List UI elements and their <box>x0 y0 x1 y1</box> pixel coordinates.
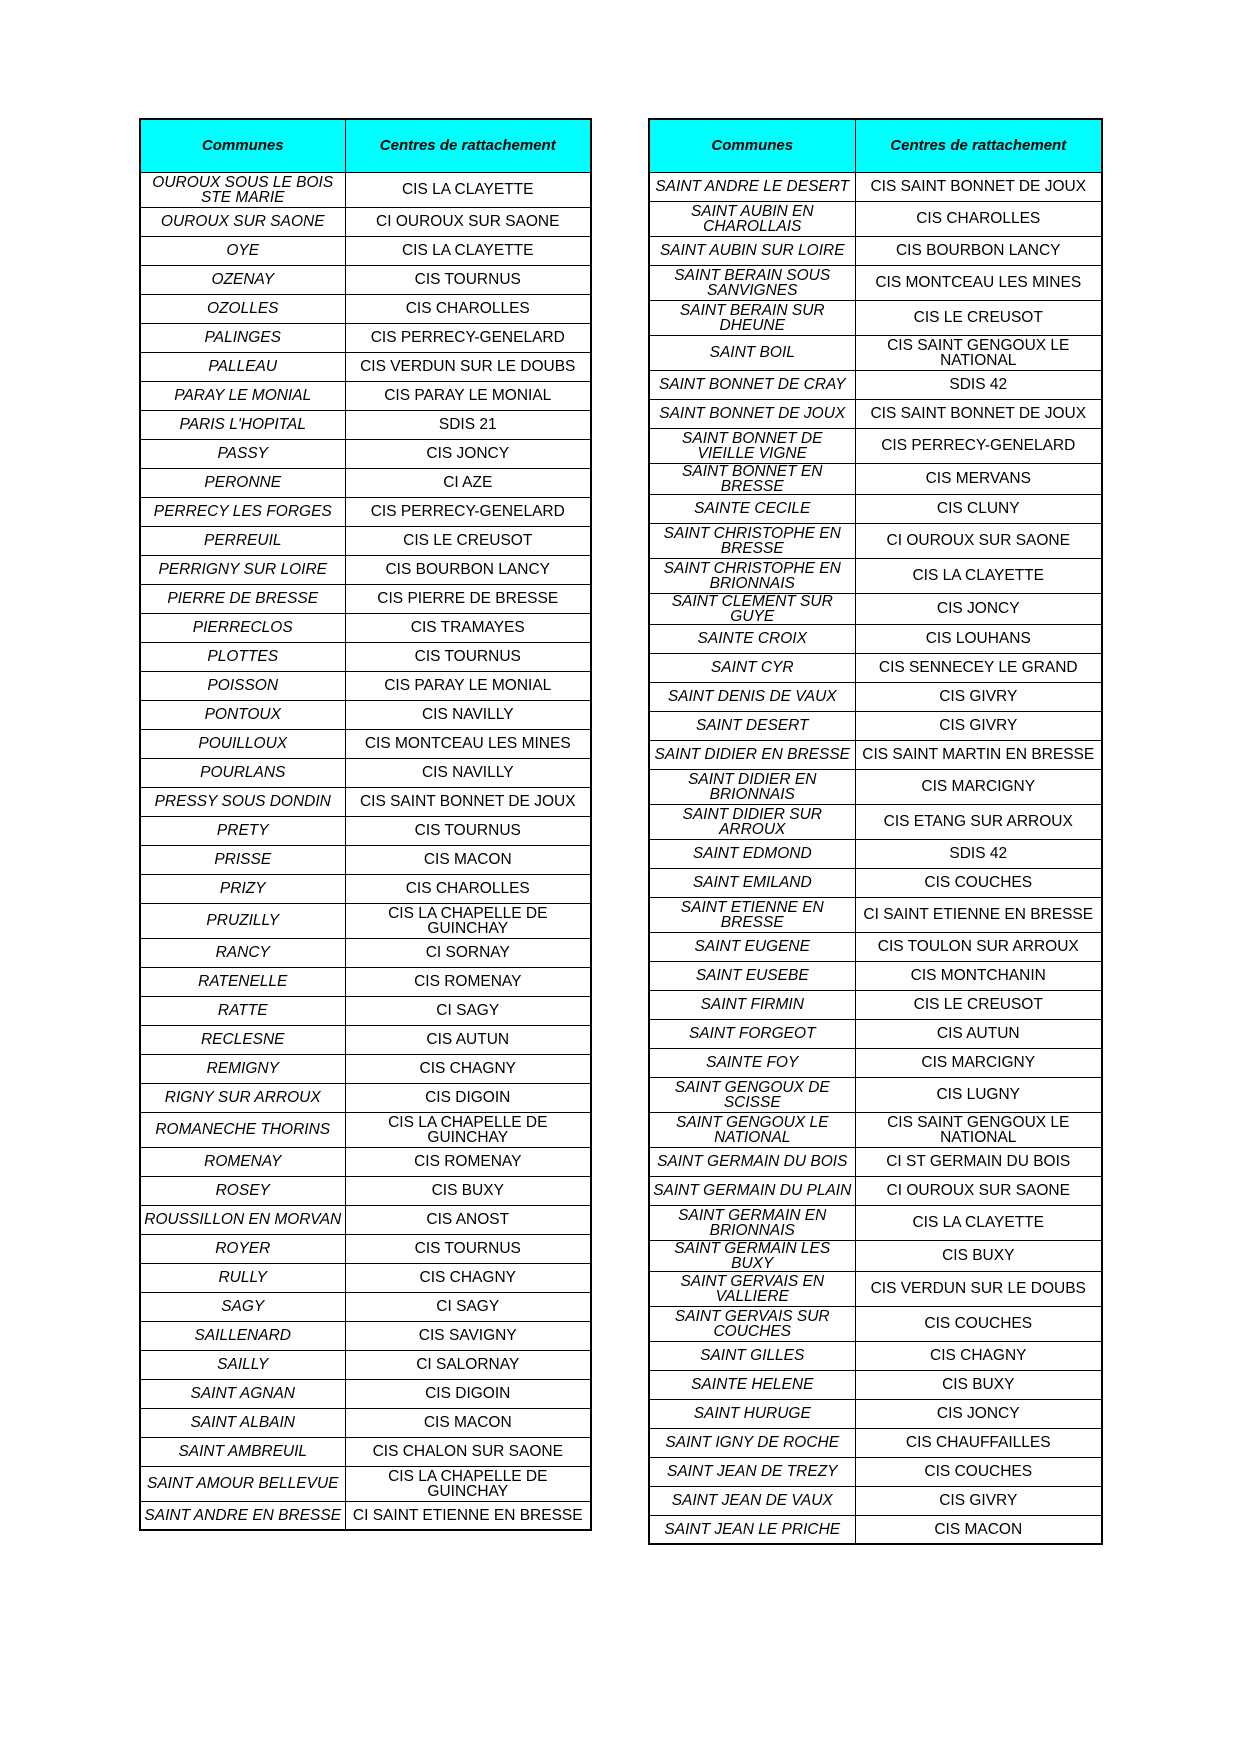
centre-cell: SDIS 21 <box>345 410 591 439</box>
commune-cell: SAINT IGNY DE ROCHE <box>649 1428 855 1457</box>
table-row <box>140 352 591 381</box>
table-row <box>140 439 591 468</box>
centre-cell: CIS TOURNUS <box>345 642 591 671</box>
centre-cell: CIS SAINT BONNET DE JOUX <box>855 399 1102 428</box>
table-row <box>649 711 1102 740</box>
table-row <box>649 428 1102 463</box>
centre-cell: CIS MARCIGNY <box>855 769 1102 804</box>
centre-cell: CIS CHAGNY <box>855 1341 1102 1370</box>
table-row <box>649 494 1102 523</box>
table-row <box>649 769 1102 804</box>
right-table-body <box>649 172 1102 1544</box>
table-row <box>649 463 1102 494</box>
centre-cell: CI ST GERMAIN DU BOIS <box>855 1147 1102 1176</box>
commune-cell: RATENELLE <box>140 967 345 996</box>
table-row <box>140 1147 591 1176</box>
table-row <box>649 1370 1102 1399</box>
centre-cell: CIS LUGNY <box>855 1077 1102 1112</box>
commune-cell: SAINT FIRMIN <box>649 990 855 1019</box>
table-row <box>649 682 1102 711</box>
centre-cell: CIS SAINT MARTIN EN BRESSE <box>855 740 1102 769</box>
table-row <box>140 526 591 555</box>
table-row <box>649 1077 1102 1112</box>
centre-cell: CIS COUCHES <box>855 868 1102 897</box>
centre-cell: CI SAINT ETIENNE EN BRESSE <box>855 897 1102 932</box>
centre-cell: SDIS 42 <box>855 839 1102 868</box>
table-row <box>140 207 591 236</box>
table-row <box>649 1271 1102 1306</box>
centre-cell: CIS GIVRY <box>855 682 1102 711</box>
commune-cell: SAINT DIDIER EN BRESSE <box>649 740 855 769</box>
centre-cell: CIS CHALON SUR SAONE <box>345 1437 591 1466</box>
centre-cell: CIS CHAROLLES <box>345 874 591 903</box>
centre-cell: CIS JONCY <box>855 1399 1102 1428</box>
table-row <box>649 1019 1102 1048</box>
table-row <box>140 729 591 758</box>
centre-cell: CIS TOULON SUR ARROUX <box>855 932 1102 961</box>
commune-cell: SAINT BONNET DE CRAY <box>649 370 855 399</box>
commune-cell: SAINT GERMAIN EN BRIONNAIS <box>649 1205 855 1240</box>
centre-cell: CIS PIERRE DE BRESSE <box>345 584 591 613</box>
header-centres: Centres de rattachement <box>855 119 1102 172</box>
table-row <box>649 370 1102 399</box>
left-communes-table <box>139 118 592 1531</box>
centre-cell: CI SAGY <box>345 1292 591 1321</box>
commune-cell: PALLEAU <box>140 352 345 381</box>
centre-cell: CIS PERRECY-GENELARD <box>345 497 591 526</box>
centre-cell: CIS LA CLAYETTE <box>345 172 591 207</box>
table-row <box>649 1048 1102 1077</box>
table-row <box>649 868 1102 897</box>
table-row <box>649 172 1102 201</box>
commune-cell: SAINT HURUGE <box>649 1399 855 1428</box>
table-row <box>140 1176 591 1205</box>
commune-cell: SAINT AMBREUIL <box>140 1437 345 1466</box>
centre-cell: CIS LA CHAPELLE DE GUINCHAY <box>345 903 591 938</box>
centre-cell: CIS LE CREUSOT <box>855 300 1102 335</box>
table-row <box>140 1408 591 1437</box>
commune-cell: SAINT EUGENE <box>649 932 855 961</box>
commune-cell: SAINT DESERT <box>649 711 855 740</box>
commune-cell: PERRIGNY SUR LOIRE <box>140 555 345 584</box>
commune-cell: SAINTE CROIX <box>649 624 855 653</box>
commune-cell: ROMANECHE THORINS <box>140 1112 345 1147</box>
centre-cell: CIS MONTCEAU LES MINES <box>855 265 1102 300</box>
centre-cell: CI SAGY <box>345 996 591 1025</box>
centre-cell: CIS JONCY <box>855 593 1102 624</box>
commune-cell: RULLY <box>140 1263 345 1292</box>
table-row <box>649 1457 1102 1486</box>
table-row <box>140 758 591 787</box>
table-row <box>140 1321 591 1350</box>
centre-cell: CIS MONTCEAU LES MINES <box>345 729 591 758</box>
table-row <box>649 897 1102 932</box>
table-row <box>649 1306 1102 1341</box>
centre-cell: CIS MERVANS <box>855 463 1102 494</box>
commune-cell: SAINT DIDIER EN BRIONNAIS <box>649 769 855 804</box>
table-header-row <box>140 119 591 172</box>
centre-cell: CI OUROUX SUR SAONE <box>855 1176 1102 1205</box>
centre-cell: CIS GIVRY <box>855 711 1102 740</box>
commune-cell: SAINT GILLES <box>649 1341 855 1370</box>
commune-cell: SAGY <box>140 1292 345 1321</box>
table-row <box>649 1205 1102 1240</box>
centre-cell: CIS DIGOIN <box>345 1379 591 1408</box>
commune-cell: SAINT DENIS DE VAUX <box>649 682 855 711</box>
right-communes-table <box>648 118 1103 1545</box>
commune-cell: SAINT CYR <box>649 653 855 682</box>
commune-cell: RATTE <box>140 996 345 1025</box>
table-row <box>140 381 591 410</box>
centre-cell: CIS LE CREUSOT <box>345 526 591 555</box>
centre-cell: CIS SAVIGNY <box>345 1321 591 1350</box>
centre-cell: CI OUROUX SUR SAONE <box>345 207 591 236</box>
table-header-row <box>649 119 1102 172</box>
table-row <box>649 653 1102 682</box>
table-row <box>140 1205 591 1234</box>
commune-cell: SAINT CHRISTOPHE EN BRESSE <box>649 523 855 558</box>
commune-cell: SAINT AUBIN SUR LOIRE <box>649 236 855 265</box>
table-row <box>140 410 591 439</box>
table-row <box>649 523 1102 558</box>
commune-cell: OUROUX SUR SAONE <box>140 207 345 236</box>
centre-cell: CIS COUCHES <box>855 1457 1102 1486</box>
table-row <box>649 300 1102 335</box>
centre-cell: CIS GIVRY <box>855 1486 1102 1515</box>
commune-cell: SAINT AUBIN EN CHAROLLAIS <box>649 201 855 236</box>
commune-cell: REMIGNY <box>140 1054 345 1083</box>
commune-cell: ROSEY <box>140 1176 345 1205</box>
left-table-body <box>140 172 591 1530</box>
commune-cell: SAINT DIDIER SUR ARROUX <box>649 804 855 839</box>
commune-cell: SAILLENARD <box>140 1321 345 1350</box>
table-row <box>140 816 591 845</box>
centre-cell: CIS MACON <box>345 845 591 874</box>
commune-cell: SAINT BOIL <box>649 335 855 370</box>
centre-cell: CIS AUTUN <box>345 1025 591 1054</box>
commune-cell: PRUZILLY <box>140 903 345 938</box>
commune-cell: SAINT CLEMENT SUR GUYE <box>649 593 855 624</box>
table-row <box>140 236 591 265</box>
table-row <box>140 1263 591 1292</box>
table-row <box>140 845 591 874</box>
table-row <box>649 961 1102 990</box>
centre-cell: CIS SAINT BONNET DE JOUX <box>855 172 1102 201</box>
centre-cell: CIS BUXY <box>855 1240 1102 1271</box>
commune-cell: SAINT BONNET DE JOUX <box>649 399 855 428</box>
table-row <box>649 1240 1102 1271</box>
table-row <box>140 1112 591 1147</box>
commune-cell: POUILLOUX <box>140 729 345 758</box>
table-row <box>140 613 591 642</box>
centre-cell: CIS PERRECY-GENELARD <box>855 428 1102 463</box>
table-row <box>140 642 591 671</box>
centre-cell: CIS MARCIGNY <box>855 1048 1102 1077</box>
table-row <box>140 1501 591 1530</box>
commune-cell: SAINT JEAN DE VAUX <box>649 1486 855 1515</box>
centre-cell: CIS TOURNUS <box>345 1234 591 1263</box>
commune-cell: SAINT BERAIN SOUS SANVIGNES <box>649 265 855 300</box>
table-row <box>649 1176 1102 1205</box>
header-centres: Centres de rattachement <box>345 119 591 172</box>
commune-cell: SAINT BERAIN SUR DHEUNE <box>649 300 855 335</box>
centre-cell: CIS VERDUN SUR LE DOUBS <box>345 352 591 381</box>
table-row <box>140 323 591 352</box>
centre-cell: CIS LA CHAPELLE DE GUINCHAY <box>345 1466 591 1501</box>
commune-cell: SAINT GERVAIS EN VALLIERE <box>649 1271 855 1306</box>
table-row <box>140 1379 591 1408</box>
table-row <box>140 1054 591 1083</box>
centre-cell: CIS MACON <box>345 1408 591 1437</box>
centre-cell: CIS CHAGNY <box>345 1054 591 1083</box>
centre-cell: CIS COUCHES <box>855 1306 1102 1341</box>
header-communes: Communes <box>140 119 345 172</box>
table-row <box>649 558 1102 593</box>
centre-cell: CIS ROMENAY <box>345 1147 591 1176</box>
table-row <box>140 903 591 938</box>
centre-cell: CIS VERDUN SUR LE DOUBS <box>855 1271 1102 1306</box>
commune-cell: SAINT GERMAIN DU PLAIN <box>649 1176 855 1205</box>
centre-cell: CIS PARAY LE MONIAL <box>345 381 591 410</box>
centre-cell: CIS AUTUN <box>855 1019 1102 1048</box>
commune-cell: PRESSY SOUS DONDIN <box>140 787 345 816</box>
centre-cell: SDIS 42 <box>855 370 1102 399</box>
commune-cell: PRIZY <box>140 874 345 903</box>
table-row <box>649 1112 1102 1147</box>
centre-cell: CIS MACON <box>855 1515 1102 1544</box>
centre-cell: CIS BUXY <box>345 1176 591 1205</box>
commune-cell: SAINT AMOUR BELLEVUE <box>140 1466 345 1501</box>
centre-cell: CI SORNAY <box>345 938 591 967</box>
centre-cell: CIS NAVILLY <box>345 700 591 729</box>
centre-cell: CIS CHAROLLES <box>345 294 591 323</box>
table-row <box>140 967 591 996</box>
table-row <box>140 1025 591 1054</box>
commune-cell: SAINT FORGEOT <box>649 1019 855 1048</box>
table-row <box>649 236 1102 265</box>
commune-cell: SAINT ANDRE EN BRESSE <box>140 1501 345 1530</box>
table-row <box>140 1466 591 1501</box>
table-row <box>140 1234 591 1263</box>
commune-cell: SAINT ANDRE LE DESERT <box>649 172 855 201</box>
table-row <box>140 1437 591 1466</box>
centre-cell: CIS LA CLAYETTE <box>855 558 1102 593</box>
table-row <box>649 624 1102 653</box>
header-communes: Communes <box>649 119 855 172</box>
table-row <box>140 265 591 294</box>
centre-cell: CIS TOURNUS <box>345 265 591 294</box>
centre-cell: CIS CHAGNY <box>345 1263 591 1292</box>
table-row <box>140 700 591 729</box>
commune-cell: ROUSSILLON EN MORVAN <box>140 1205 345 1234</box>
commune-cell: SAINT EMILAND <box>649 868 855 897</box>
table-row <box>140 671 591 700</box>
centre-cell: CIS TOURNUS <box>345 816 591 845</box>
centre-cell: CIS LA CLAYETTE <box>855 1205 1102 1240</box>
commune-cell: RECLESNE <box>140 1025 345 1054</box>
commune-cell: SAINT BONNET EN BRESSE <box>649 463 855 494</box>
table-row <box>140 555 591 584</box>
commune-cell: SAILLY <box>140 1350 345 1379</box>
centre-cell: CI SAINT ETIENNE EN BRESSE <box>345 1501 591 1530</box>
commune-cell: RIGNY SUR ARROUX <box>140 1083 345 1112</box>
table-row <box>649 265 1102 300</box>
centre-cell: CIS ETANG SUR ARROUX <box>855 804 1102 839</box>
table-row <box>649 740 1102 769</box>
centre-cell: CIS CHAUFFAILLES <box>855 1428 1102 1457</box>
centre-cell: CIS SAINT GENGOUX LE NATIONAL <box>855 335 1102 370</box>
commune-cell: PRETY <box>140 816 345 845</box>
commune-cell: OUROUX SOUS LE BOIS STE MARIE <box>140 172 345 207</box>
commune-cell: SAINT GERVAIS SUR COUCHES <box>649 1306 855 1341</box>
centre-cell: CIS NAVILLY <box>345 758 591 787</box>
centre-cell: CIS CHAROLLES <box>855 201 1102 236</box>
commune-cell: SAINT GENGOUX LE NATIONAL <box>649 1112 855 1147</box>
commune-cell: POISSON <box>140 671 345 700</box>
commune-cell: OZOLLES <box>140 294 345 323</box>
table-row <box>649 1399 1102 1428</box>
centre-cell: CI OUROUX SUR SAONE <box>855 523 1102 558</box>
centre-cell: CIS JONCY <box>345 439 591 468</box>
table-row <box>140 787 591 816</box>
commune-cell: SAINT BONNET DE VIEILLE VIGNE <box>649 428 855 463</box>
commune-cell: SAINT EDMOND <box>649 839 855 868</box>
centre-cell: CIS ROMENAY <box>345 967 591 996</box>
commune-cell: OYE <box>140 236 345 265</box>
commune-cell: SAINTE FOY <box>649 1048 855 1077</box>
commune-cell: ROMENAY <box>140 1147 345 1176</box>
table-row <box>649 804 1102 839</box>
commune-cell: POURLANS <box>140 758 345 787</box>
table-row <box>649 932 1102 961</box>
table-row <box>140 874 591 903</box>
commune-cell: PERRECY LES FORGES <box>140 497 345 526</box>
table-row <box>649 201 1102 236</box>
commune-cell: PONTOUX <box>140 700 345 729</box>
table-row <box>140 996 591 1025</box>
commune-cell: SAINT CHRISTOPHE EN BRIONNAIS <box>649 558 855 593</box>
commune-cell: SAINT AGNAN <box>140 1379 345 1408</box>
table-row <box>649 839 1102 868</box>
table-row <box>649 1341 1102 1370</box>
commune-cell: PASSY <box>140 439 345 468</box>
commune-cell: PIERRECLOS <box>140 613 345 642</box>
table-row <box>649 335 1102 370</box>
commune-cell: SAINTE CECILE <box>649 494 855 523</box>
centre-cell: CIS LOUHANS <box>855 624 1102 653</box>
table-row <box>140 1292 591 1321</box>
centre-cell: CI SALORNAY <box>345 1350 591 1379</box>
table-row <box>140 294 591 323</box>
centre-cell: CIS ANOST <box>345 1205 591 1234</box>
centre-cell: CIS SAINT GENGOUX LE NATIONAL <box>855 1112 1102 1147</box>
centre-cell: CIS LA CLAYETTE <box>345 236 591 265</box>
commune-cell: PARAY LE MONIAL <box>140 381 345 410</box>
commune-cell: OZENAY <box>140 265 345 294</box>
centre-cell: CIS LE CREUSOT <box>855 990 1102 1019</box>
centre-cell: CIS SENNECEY LE GRAND <box>855 653 1102 682</box>
centre-cell: CIS DIGOIN <box>345 1083 591 1112</box>
centre-cell: CIS TRAMAYES <box>345 613 591 642</box>
centre-cell: CIS BOURBON LANCY <box>345 555 591 584</box>
centre-cell: CIS SAINT BONNET DE JOUX <box>345 787 591 816</box>
table-row <box>140 172 591 207</box>
commune-cell: PERONNE <box>140 468 345 497</box>
commune-cell: RANCY <box>140 938 345 967</box>
commune-cell: SAINTE HELENE <box>649 1370 855 1399</box>
table-row <box>140 584 591 613</box>
table-row <box>140 1083 591 1112</box>
commune-cell: SAINT ETIENNE EN BRESSE <box>649 897 855 932</box>
commune-cell: SAINT GERMAIN DU BOIS <box>649 1147 855 1176</box>
table-row <box>649 990 1102 1019</box>
commune-cell: PERREUIL <box>140 526 345 555</box>
commune-cell: SAINT JEAN DE TREZY <box>649 1457 855 1486</box>
commune-cell: SAINT GERMAIN LES BUXY <box>649 1240 855 1271</box>
table-row <box>649 1147 1102 1176</box>
commune-cell: SAINT JEAN LE PRICHE <box>649 1515 855 1544</box>
table-row <box>649 1515 1102 1544</box>
centre-cell: CIS BOURBON LANCY <box>855 236 1102 265</box>
commune-cell: SAINT EUSEBE <box>649 961 855 990</box>
table-row <box>649 1486 1102 1515</box>
table-row <box>140 497 591 526</box>
centre-cell: CIS PERRECY-GENELARD <box>345 323 591 352</box>
centre-cell: CIS CLUNY <box>855 494 1102 523</box>
centre-cell: CIS LA CHAPELLE DE GUINCHAY <box>345 1112 591 1147</box>
commune-cell: SAINT GENGOUX DE SCISSE <box>649 1077 855 1112</box>
commune-cell: SAINT ALBAIN <box>140 1408 345 1437</box>
commune-cell: PRISSE <box>140 845 345 874</box>
commune-cell: PARIS L'HOPITAL <box>140 410 345 439</box>
table-row <box>649 1428 1102 1457</box>
commune-cell: PALINGES <box>140 323 345 352</box>
table-row <box>140 1350 591 1379</box>
table-row <box>140 468 591 497</box>
centre-cell: CI AZE <box>345 468 591 497</box>
centre-cell: CIS MONTCHANIN <box>855 961 1102 990</box>
centre-cell: CIS PARAY LE MONIAL <box>345 671 591 700</box>
commune-cell: PIERRE DE BRESSE <box>140 584 345 613</box>
table-row <box>649 399 1102 428</box>
commune-cell: PLOTTES <box>140 642 345 671</box>
table-row <box>649 593 1102 624</box>
commune-cell: ROYER <box>140 1234 345 1263</box>
table-row <box>140 938 591 967</box>
centre-cell: CIS BUXY <box>855 1370 1102 1399</box>
